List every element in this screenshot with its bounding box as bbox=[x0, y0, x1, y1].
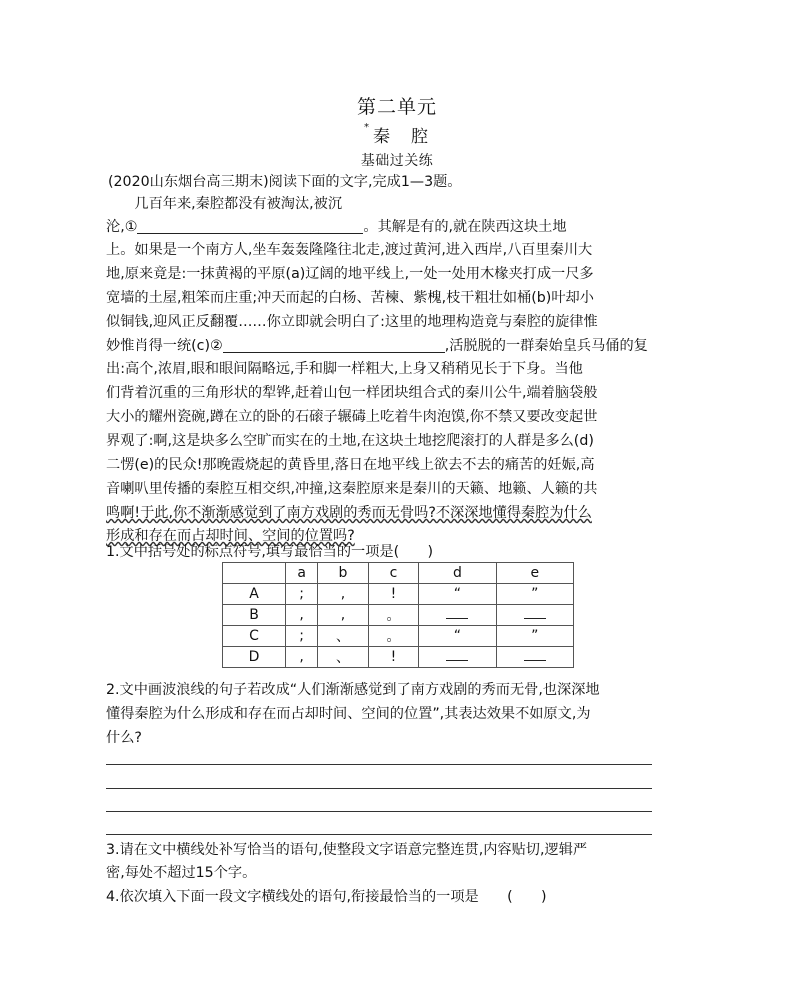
passage-line: 二愣(e)的民众!那晚霞烧起的黄昏里,落日在地平线上欲去不去的痛苦的妊娠,高 bbox=[106, 457, 595, 473]
table-cell bbox=[223, 563, 286, 584]
table-cell: , bbox=[318, 605, 368, 626]
question-3-line: 3.请在文中横线处补写恰当的语句,使整段文字语意完整连贯,内容贴切,逻辑严 bbox=[106, 842, 588, 858]
passage-line bbox=[106, 217, 567, 237]
question-1: 1.文中括号处的标点符号,填写最恰当的一项是( ) bbox=[106, 544, 434, 560]
table-cell: a bbox=[286, 563, 318, 584]
table-cell bbox=[419, 605, 496, 626]
table-cell bbox=[496, 647, 573, 668]
blank-1[interactable] bbox=[137, 217, 363, 234]
table-row-c[interactable] bbox=[223, 626, 574, 647]
table-cell: e bbox=[496, 563, 573, 584]
table-cell: B bbox=[223, 605, 286, 626]
dash-mark bbox=[446, 650, 468, 661]
table-cell: b bbox=[318, 563, 368, 584]
table-cell: ” bbox=[496, 626, 573, 647]
table-cell: ! bbox=[368, 647, 418, 668]
passage-line: 大小的耀州瓷碗,蹲在立的卧的石磙子辗碡上吃着牛肉泡馍,你不禁又要改变起世 bbox=[106, 409, 598, 425]
table-cell: A bbox=[223, 584, 286, 605]
table-row-b[interactable] bbox=[223, 605, 574, 626]
wavy-sentence-line: 鸣啊!于此,你不渐渐感觉到了南方戏剧的秀而无骨吗?不深深地懂得秦腔为什么 bbox=[106, 505, 592, 521]
table-cell: D bbox=[223, 647, 286, 668]
question-2-line: 什么? bbox=[106, 730, 142, 746]
table-cell: 、 bbox=[318, 647, 368, 668]
passage-fragment: ,活脱脱的一群秦始皇兵马俑的复 bbox=[444, 338, 648, 354]
table-row-d[interactable] bbox=[223, 647, 574, 668]
answer-line[interactable] bbox=[106, 788, 652, 789]
table-cell: , bbox=[286, 605, 318, 626]
table-cell: C bbox=[223, 626, 286, 647]
passage-line: 几百年来,秦腔都没有被淘汰,被沉 bbox=[106, 196, 343, 212]
lesson-name: 秦 腔 bbox=[373, 127, 430, 147]
dash-mark bbox=[524, 650, 546, 661]
table-cell: 。 bbox=[368, 626, 418, 647]
table-cell: “ bbox=[419, 584, 496, 605]
answer-line[interactable] bbox=[106, 834, 652, 835]
passage-fragment: 妙惟肖得一统(c)② bbox=[106, 338, 223, 354]
passage-line: 似铜钱,迎风正反翻覆……你立即就会明白了:这里的地理构造竟与秦腔的旋律惟 bbox=[106, 314, 598, 330]
table-cell: 。 bbox=[368, 605, 418, 626]
passage-fragment: 沦,① bbox=[106, 219, 138, 235]
table-cell: d bbox=[419, 563, 496, 584]
table-cell: ! bbox=[368, 584, 418, 605]
passage-fragment: 。其解是有的,就在陕西这块土地 bbox=[363, 219, 567, 235]
question-2-line: 懂得秦腔为什么形成和存在而占却时间、空间的位置”,其表达效果不如原文,为 bbox=[106, 706, 591, 722]
table-cell: 、 bbox=[318, 626, 368, 647]
wavy-sentence-line: 形成和存在而占却时间、空间的位置吗? bbox=[106, 528, 355, 544]
table-cell: c bbox=[368, 563, 418, 584]
table-header-row bbox=[223, 563, 574, 584]
table-cell: ; bbox=[286, 584, 318, 605]
passage-line: 界观了:啊,这是块多么空旷而实在的土地,在这块土地挖爬滚打的人群是多么(d) bbox=[106, 433, 594, 449]
passage-line: 们背着沉重的三角形状的犁铧,赶着山包一样团块组合式的秦川公牛,端着脑袋般 bbox=[106, 385, 598, 401]
intro-line: (2020山东烟台高三期末)阅读下面的文字,完成1—3题。 bbox=[108, 174, 462, 190]
unit-title: 第二单元 bbox=[356, 96, 437, 118]
table-cell: ” bbox=[496, 584, 573, 605]
options-table bbox=[222, 562, 574, 668]
table-cell: ; bbox=[286, 626, 318, 647]
passage-line: 音喇叭里传播的秦腔互相交织,冲撞,这秦腔原来是秦川的天籁、地籁、人籁的共 bbox=[106, 481, 598, 497]
section-title: 基础过关练 bbox=[360, 153, 434, 169]
answer-line[interactable] bbox=[106, 811, 652, 812]
passage-line: 出:高个,浓眉,眼和眼间隔略远,手和脚一样粗大,上身又稍稍见长于下身。当他 bbox=[106, 361, 583, 377]
passage-line: 上。如果是一个南方人,坐车轰轰隆隆往北走,渡过黄河,进入西岸,八百里秦川大 bbox=[106, 242, 593, 258]
question-4: 4.依次填入下面一段文字横线处的语句,衔接最恰当的一项是 ( ) bbox=[106, 889, 547, 905]
passage-line bbox=[106, 336, 648, 356]
table-cell: “ bbox=[419, 626, 496, 647]
blank-2[interactable] bbox=[223, 336, 445, 353]
passage-line: 宽墙的土屋,粗笨而庄重;冲天而起的白杨、苦楝、紫槐,枝干粗壮如桶(b)叶却小 bbox=[106, 290, 594, 306]
table-cell: , bbox=[318, 584, 368, 605]
question-3-line: 密,每处不超过15个字。 bbox=[106, 865, 257, 881]
dash-mark bbox=[446, 608, 468, 619]
question-2-line: 2.文中画波浪线的句子若改成“人们渐渐感觉到了南方戏剧的秀而无骨,也深深地 bbox=[106, 682, 600, 698]
table-cell bbox=[496, 605, 573, 626]
lesson-title bbox=[0, 122, 794, 147]
dash-mark bbox=[524, 608, 546, 619]
table-cell: , bbox=[286, 647, 318, 668]
lesson-mark: * bbox=[364, 122, 371, 133]
table-cell bbox=[419, 647, 496, 668]
answer-line[interactable] bbox=[106, 764, 652, 765]
passage-line: 地,原来竟是:一抹黄褐的平原(a)辽阔的地平线上,一处一处用木椽夹打成一尺多 bbox=[106, 266, 594, 282]
table-row-a[interactable] bbox=[223, 584, 574, 605]
